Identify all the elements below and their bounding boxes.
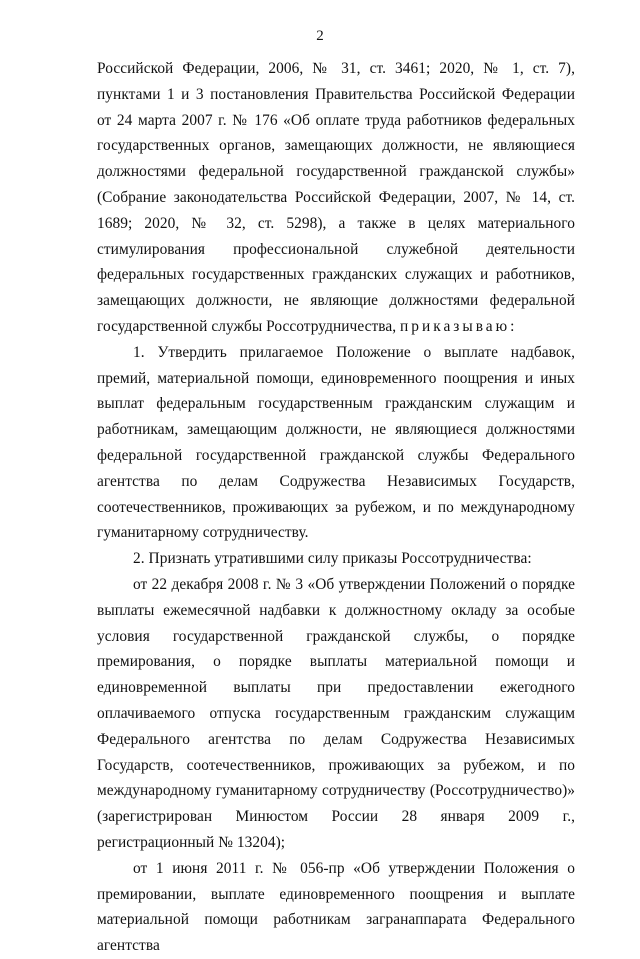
paragraph-4: от 1 июня 2011 г. № 056-пр «Об утверждении Положения о премировании, выплате единовременного поощрения и выплате материальной помощи работникам загранаппарата Федерального агентства [97, 859, 575, 955]
paragraph-intro [97, 56, 575, 340]
page-number: 2 [316, 28, 324, 44]
document-body [97, 56, 575, 959]
paragraph-3: от 22 декабря 2008 г. № 3 «Об утверждении Положений о порядке выплаты ежемесячной надбавки к должностному окладу за особые условия государственной гражданской службы, о порядке премирования, о порядке выплаты материальной помощи и единовременной выплаты при предоставлении ежегодного оплачиваемого отпуска государственным гражданским служащим Федерального агентства по делам Содружества Независимых Государств, соотечественников, проживающих за рубежом, и по международному гуманитарному сотрудничеству (Россотрудничество)» (зарегистрирован Минюстом России 28 января 2009 г., регистрационный № 13204); [97, 575, 575, 851]
paragraph-1: 1. Утвердить прилагаемое Положение о выплате надбавок, премий, материальной помощи, единовременного поощрения и иных выплат федеральным государственным гражданским служащим и работникам, замещающим должности, не являющиеся должностями федеральной государственной гражданской службы Федерального агентства по делам Содружества Независимых Государств, соотечественников, проживающих за рубежом, и по международному гуманитарному сотрудничеству. [97, 343, 575, 542]
paragraph-2: 2. Признать утратившими силу приказы Россотрудничества: [133, 550, 532, 568]
order-word: приказываю [400, 317, 511, 335]
intro-end: : [510, 317, 515, 335]
intro-text: Российской Федерации, 2006, № 31, ст. 3461; 2020, № 1, ст. 7), пунктами 1 и 3 постановления Правительства Российской Федерации от 24 марта 2007 г. № 176 «Об оплате труда работников федеральных государственных органов, замещающих должности, не являющиеся должностями федеральной государственной гражданской службы» (Собрание законодательства Российской Федерации, 2007, № 14, ст. 1689; 2020, № 32, ст. 5298), а также в целях материального стимулирования профессиональной служебной деятельности федеральных государственных гражданских служащих и работников, замещающих должности, не являющие должностями федеральной государственной службы Россотрудничества, [97, 60, 575, 335]
